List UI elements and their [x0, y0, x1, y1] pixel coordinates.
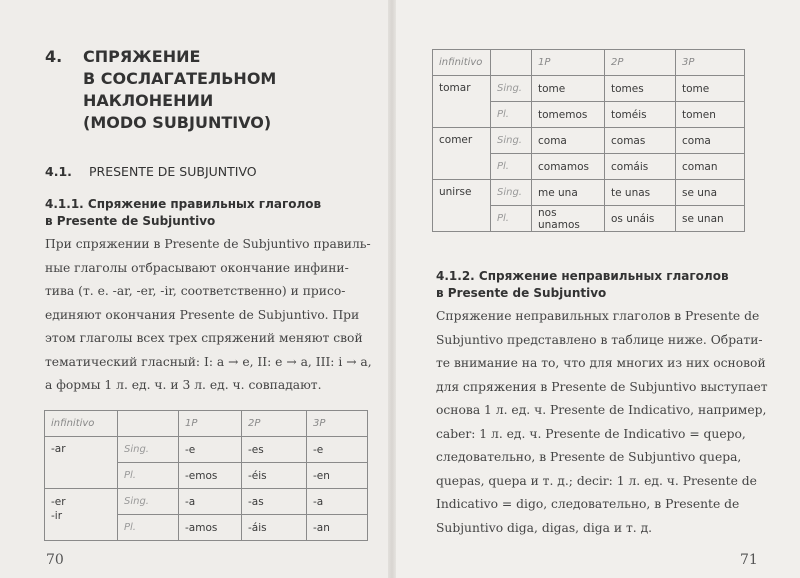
- infinitive-cell: -er -ir: [45, 489, 118, 541]
- number-cell: Pl.: [491, 102, 532, 128]
- table-cell: comamos: [532, 154, 605, 180]
- table-cell: toméis: [605, 102, 676, 128]
- table-cell: -amos: [179, 515, 242, 541]
- section-heading: [45, 164, 257, 179]
- table-cell: -e: [307, 437, 368, 463]
- chapter-title: СПРЯЖЕНИЕ В СОСЛАГАТЕЛЬНОМ НАКЛОНЕНИИ (MODO SUBJUNTIVO): [83, 47, 277, 132]
- table-cell: tomes: [605, 76, 676, 102]
- header-cell: 3P: [676, 50, 745, 76]
- header-cell: 2P: [605, 50, 676, 76]
- subsection-heading-411: 4.1.1. Спряжение правильных глаголов в Presente de Subjuntivo: [45, 197, 322, 228]
- table-row: [45, 489, 368, 515]
- number-cell: Sing.: [491, 180, 532, 206]
- section-number: 4.1.: [45, 164, 72, 179]
- table-cell: tomen: [676, 102, 745, 128]
- header-cell: 3P: [307, 411, 368, 437]
- table-row: [433, 180, 745, 206]
- paragraph-line: При спряжении в Presente de Subjuntivo правиль-: [45, 237, 371, 251]
- table-cell: comas: [605, 128, 676, 154]
- table-row: [433, 76, 745, 102]
- paragraph-line: quepas, quepa и т. д.; decir: 1 л. ед. ч. Presente de: [436, 473, 757, 488]
- table-cell: -an: [307, 515, 368, 541]
- table-cell: -a: [307, 489, 368, 515]
- table-cell: se una: [676, 180, 745, 206]
- table-header-row: [45, 411, 368, 437]
- paragraph-line: а формы 1 л. ед. ч. и 3 л. ед. ч. совпадают.: [45, 378, 322, 392]
- header-cell: [491, 50, 532, 76]
- header-cell: infinitivo: [45, 411, 118, 437]
- paragraph-line: тематический гласный: I: a → e, II: e → a, III: i → a,: [45, 354, 372, 369]
- right-paragraph: [436, 305, 766, 540]
- page-number-right: 71: [740, 552, 758, 568]
- table-row: [433, 128, 745, 154]
- number-cell: Sing.: [118, 437, 179, 463]
- table-cell: -a: [179, 489, 242, 515]
- table-cell: coman: [676, 154, 745, 180]
- table-cell: te unas: [605, 180, 676, 206]
- number-cell: Sing.: [491, 128, 532, 154]
- table-cell: tome: [676, 76, 745, 102]
- table-cell: tomemos: [532, 102, 605, 128]
- paragraph-line: следовательно, в Presente de Subjuntivo quepa,: [436, 450, 742, 464]
- table-cell: -emos: [179, 463, 242, 489]
- table-row: [45, 437, 368, 463]
- infinitive-cell: unirse: [433, 180, 491, 232]
- header-cell: 1P: [179, 411, 242, 437]
- number-cell: Pl.: [118, 463, 179, 489]
- table-cell: -e: [179, 437, 242, 463]
- header-cell: 2P: [242, 411, 307, 437]
- paragraph-line: те внимание на то, что для многих из них основой: [436, 356, 766, 370]
- number-cell: Sing.: [491, 76, 532, 102]
- table-cell: tome: [532, 76, 605, 102]
- table-header-row: [433, 50, 745, 76]
- page-number-left: 70: [46, 552, 64, 568]
- endings-table: [44, 410, 368, 541]
- infinitive-cell: comer: [433, 128, 491, 180]
- table-cell: -as: [242, 489, 307, 515]
- table-cell: nos unamos: [532, 206, 605, 232]
- number-cell: Pl.: [491, 206, 532, 232]
- table-cell: se unan: [676, 206, 745, 232]
- number-cell: Sing.: [118, 489, 179, 515]
- table-cell: -éis: [242, 463, 307, 489]
- table-cell: os unáis: [605, 206, 676, 232]
- subsection-heading-412: 4.1.2. Спряжение неправильных глаголов в Presente de Subjuntivo: [436, 269, 729, 300]
- regular-verbs-table: [432, 49, 745, 232]
- header-cell: [118, 411, 179, 437]
- book-gutter: [388, 0, 396, 578]
- paragraph-line: этом глаголы всех трех спряжений меняют свой: [45, 331, 363, 345]
- number-cell: Pl.: [491, 154, 532, 180]
- paragraph-line: единяют окончания Presente de Subjuntivo. При: [45, 307, 360, 322]
- header-cell: infinitivo: [433, 50, 491, 76]
- paragraph-line: основа 1 л. ед. ч. Presente de Indicativo, например,: [436, 403, 767, 417]
- header-cell: 1P: [532, 50, 605, 76]
- table-cell: me una: [532, 180, 605, 206]
- paragraph-line: Subjuntivo представлено в таблице ниже. Обрати-: [436, 332, 763, 347]
- paragraph-line: ные глаголы отбрасывают окончание инфини-: [45, 260, 349, 275]
- table-cell: -es: [242, 437, 307, 463]
- paragraph-line: Спряжение неправильных глаголов в Presente de: [436, 309, 760, 323]
- section-title: PRESENTE DE SUBJUNTIVO: [89, 164, 257, 179]
- table-cell: -en: [307, 463, 368, 489]
- paragraph-line: тива (т. е. -ar, -er, -ir, соответственно) и присо-: [45, 284, 346, 298]
- table-cell: coma: [676, 128, 745, 154]
- chapter-number: 4.: [45, 47, 63, 66]
- left-paragraph: [45, 233, 372, 398]
- number-cell: Pl.: [118, 515, 179, 541]
- paragraph-line: caber: 1 л. ед. ч. Presente de Indicativo = quepo,: [436, 426, 746, 441]
- infinitive-cell: -ar: [45, 437, 118, 489]
- table-cell: comáis: [605, 154, 676, 180]
- paragraph-line: для спряжения в Presente de Subjuntivo выступает: [436, 379, 768, 394]
- paragraph-line: Subjuntivo diga, digas, diga и т. д.: [436, 520, 653, 535]
- table-cell: -áis: [242, 515, 307, 541]
- infinitive-cell: tomar: [433, 76, 491, 128]
- table-cell: coma: [532, 128, 605, 154]
- paragraph-line: Indicativo = digo, следовательно, в Presente de: [436, 497, 740, 511]
